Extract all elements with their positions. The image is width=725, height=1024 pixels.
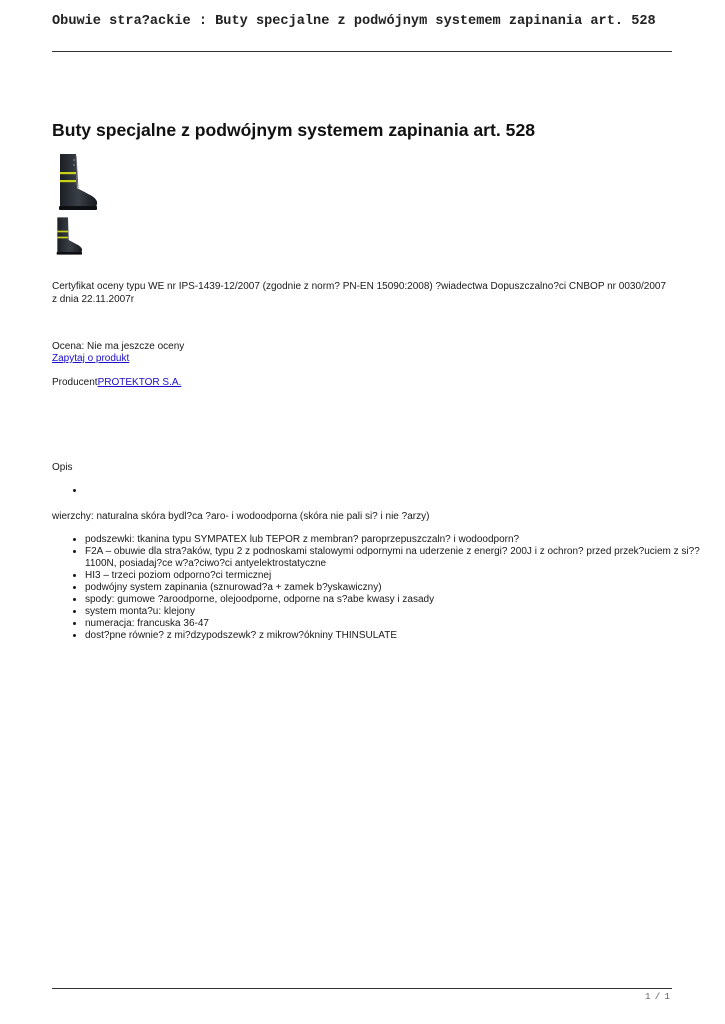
page-header-title: Obuwie stra?ackie : Buty specjalne z podwójnym systemem zapinania art. 528 [52, 14, 656, 29]
page-separator: / [654, 991, 661, 1002]
ask-about-product-link[interactable]: Zapytaj o produkt [52, 353, 130, 364]
list-item: • numeracja: francuska 36-47 [85, 618, 705, 630]
product-title: Buty specjalne z podwójnym systemem zapinania art. 528 [52, 120, 536, 140]
product-image-thumbnail[interactable] [52, 216, 84, 256]
list-item: • spody: gumowe ?aroodporne, olejoodporne, odporne na s?abe kwasy i zasady [85, 594, 705, 606]
producer-label: Producent [52, 377, 98, 388]
certificate-text: Certyfikat oceny typu WE nr IPS-1439-12/2007 (zgodnie z norm? PN-EN 15090:2008) ?wiadectwa Dopuszczalno?ci CNBOP nr 0030/2007 z dnia 22.11.2007r [52, 281, 667, 305]
feature-list [52, 534, 705, 642]
list-item [85, 485, 705, 497]
page-number [620, 991, 672, 1002]
producer-row [52, 377, 672, 390]
product-image-large[interactable] [52, 152, 100, 212]
list-item: • system monta?u: klejony [85, 606, 705, 618]
list-item: • podwójny system zapinania (sznurowad?a + zamek b?yskawiczny) [85, 582, 705, 594]
page-total: 1 [664, 991, 670, 1002]
upper-material-text: wierzchy: naturalna skóra bydl?ca ?aro- i wodoodporna (skóra nie pali si? i nie ?arzy) [52, 511, 430, 522]
list-item: • HI3 – trzeci poziom odporno?ci termicznej [85, 570, 705, 582]
list-item: • dost?pne równie? z mi?dzypodszewk? z mikrow?ókniny THINSULATE [85, 630, 705, 642]
footer-rule [52, 988, 672, 989]
description-heading: Opis [52, 462, 73, 473]
list-item: • F2A – obuwie dla stra?aków, typu 2 z podnoskami stalowymi odpornymi na uderzenie z energi? 200J i z ochron? przed przek?uciem z si?? 1100N, posiadaj?ce w?a?ciwo?ci antyelektrostatyczne [85, 546, 705, 570]
page-current: 1 [644, 991, 651, 1002]
list-item: • podszewki: tkanina typu SYMPATEX lub TEPOR z membran? paroprzepuszczaln? i wodoodporn? [85, 534, 705, 546]
header-rule [52, 51, 672, 52]
producer-link[interactable]: PROTEKTOR S.A. [97, 377, 182, 388]
empty-bullet-list [52, 485, 705, 497]
rating-text: Ocena: Nie ma jeszcze oceny [52, 341, 185, 352]
